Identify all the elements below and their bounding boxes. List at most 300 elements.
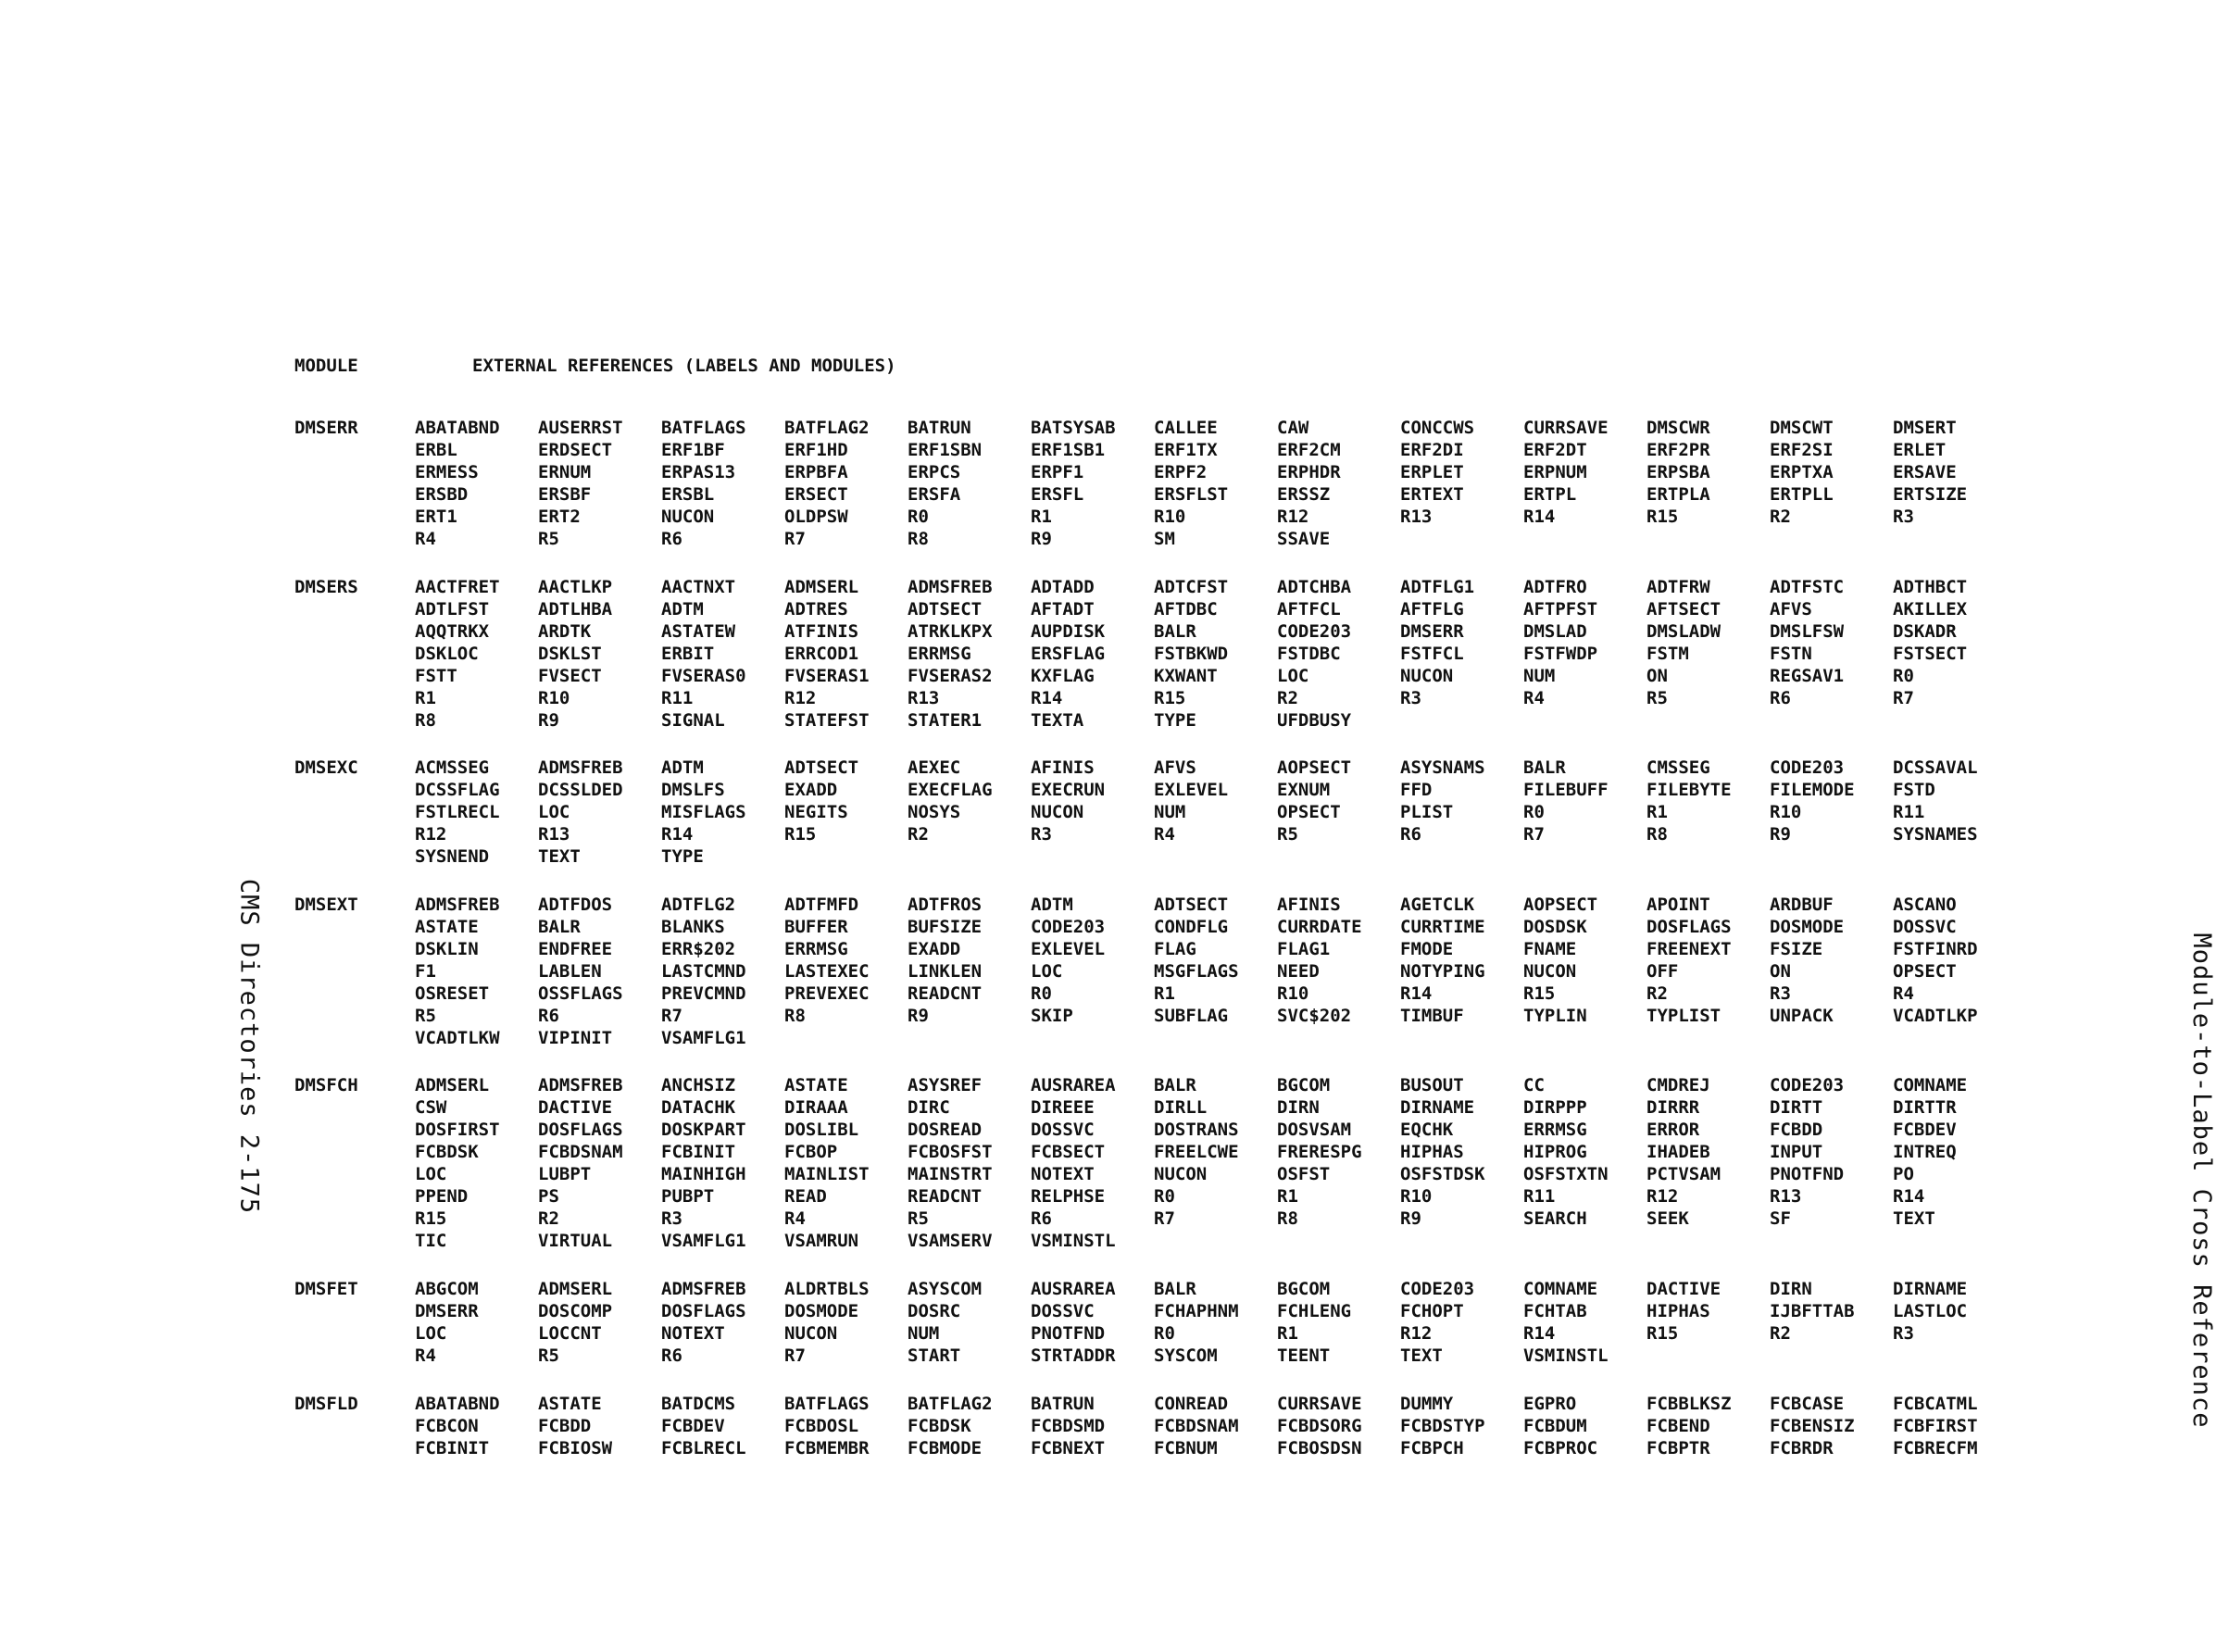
reference-label: DOSVSAM	[1277, 1120, 1352, 1141]
reference-label: FCBRECFM	[1893, 1437, 1978, 1458]
reference-label: FSTT	[415, 665, 457, 686]
reference-label: FCBDD	[1770, 1120, 1823, 1141]
reference-label: EXADD	[908, 938, 961, 959]
reference-label: OLDPSW	[784, 507, 848, 527]
reference-label: OSFST	[1277, 1164, 1331, 1185]
reference-label: ERROR	[1646, 1120, 1700, 1141]
reference-label: ADMSERL	[415, 1075, 490, 1096]
reference-label: BGCOM	[1277, 1278, 1331, 1299]
reference-label: ERTPLA	[1646, 484, 1710, 505]
reference-label: R15	[415, 1208, 447, 1230]
reference-label: UNPACK	[1770, 1005, 1834, 1026]
reference-label: R1	[1277, 1322, 1298, 1344]
reference-label: PPEND	[415, 1186, 469, 1208]
module-entry	[0, 1393, 2138, 1485]
reference-label: DIRTTR	[1893, 1097, 1957, 1119]
reference-label: TYPLIST	[1646, 1005, 1721, 1026]
reference-label: BATDCMS	[661, 1393, 736, 1414]
reference-label: CODE203	[1770, 1075, 1845, 1096]
reference-label: R9	[1770, 824, 1791, 845]
reference-label: ATRKLKPX	[908, 620, 993, 642]
reference-label: ERRMSG	[1523, 1120, 1587, 1141]
reference-label: ERLET	[1893, 440, 1947, 460]
reference-row	[415, 1096, 2016, 1119]
reference-label: ABGCOM	[415, 1278, 479, 1299]
reference-label: DACTIVE	[1646, 1278, 1721, 1299]
reference-label: R1	[1277, 1186, 1298, 1208]
reference-label: MISFLAGS	[661, 802, 746, 823]
reference-list	[415, 1074, 2016, 1252]
reference-label: FVSERAS1	[784, 665, 870, 686]
reference-row	[415, 1119, 2016, 1141]
reference-label: PREVCMND	[661, 982, 746, 1004]
reference-row	[415, 801, 2016, 823]
reference-label: ERPTXA	[1770, 462, 1834, 482]
reference-label: BATRUN	[1031, 1393, 1095, 1414]
column-header	[0, 352, 2138, 380]
reference-label: ERSFLST	[1154, 484, 1229, 505]
reference-label: LASTLOC	[1893, 1300, 1968, 1321]
reference-label: AUSRAREA	[1031, 1075, 1116, 1096]
reference-label: NOTEXT	[1031, 1164, 1095, 1185]
reference-row	[415, 483, 2016, 506]
reference-label: DIRNAME	[1893, 1278, 1968, 1299]
reference-label: LOC	[415, 1322, 447, 1344]
reference-label: R6	[1400, 824, 1421, 845]
reference-list	[415, 1393, 2016, 1459]
reference-label: AOPSECT	[1277, 757, 1352, 779]
reference-label: INTREQ	[1893, 1142, 1957, 1163]
reference-label: FCBINIT	[415, 1437, 490, 1458]
reference-label: DOSREAD	[908, 1120, 983, 1141]
reference-label: CONREAD	[1154, 1393, 1229, 1414]
reference-label: R7	[661, 1005, 682, 1026]
reference-label: AFTFCL	[1277, 598, 1341, 620]
reference-label: ERPNUM	[1523, 462, 1587, 482]
module-name: DMSERR	[294, 418, 358, 438]
reference-label: ADTLFST	[415, 598, 490, 620]
reference-label: DCSSAVAL	[1893, 757, 1978, 779]
reference-label: EXECFLAG	[908, 780, 993, 801]
reference-label: EXNUM	[1277, 780, 1331, 801]
reference-label: CMDREJ	[1646, 1075, 1710, 1096]
reference-label: DMSLFS	[661, 780, 725, 801]
reference-label: ERRMSG	[784, 938, 848, 959]
reference-label: R8	[415, 709, 436, 731]
reference-label: MAINLIST	[784, 1164, 870, 1185]
reference-label: ERBL	[415, 440, 457, 460]
reference-label: FREELCWE	[1154, 1142, 1239, 1163]
reference-label: FCBDSNAM	[538, 1142, 623, 1163]
reference-label: NUM	[908, 1322, 940, 1344]
reference-label: ACMSSEG	[415, 757, 490, 779]
reference-label: ERPSBA	[1646, 462, 1710, 482]
reference-row	[415, 1074, 2016, 1096]
reference-label: FCBDEV	[661, 1415, 725, 1436]
reference-label: BATFLAG2	[784, 418, 870, 438]
reference-label: FCBLRECL	[661, 1437, 746, 1458]
reference-label: CC	[1523, 1075, 1545, 1096]
reference-label: TIC	[415, 1231, 447, 1252]
reference-label: ADTM	[661, 757, 704, 779]
reference-label: DMSERR	[415, 1300, 479, 1321]
reference-label: FCBSECT	[1031, 1142, 1106, 1163]
reference-label: FCBRDR	[1770, 1437, 1834, 1458]
reference-label: AACTFRET	[415, 576, 500, 597]
reference-label: BALR	[1154, 1278, 1196, 1299]
reference-label: ERSECT	[784, 484, 848, 505]
reference-label: FLAG	[1154, 938, 1196, 959]
reference-label: DIREEE	[1031, 1097, 1095, 1119]
reference-label: ADTFDOS	[538, 894, 613, 915]
reference-label: CODE203	[1277, 620, 1352, 642]
reference-label: AUSRAREA	[1031, 1278, 1116, 1299]
reference-label: R6	[661, 1345, 682, 1366]
reference-label: STATEFST	[784, 709, 870, 731]
reference-label: R14	[1893, 1186, 1925, 1208]
reference-label: START	[908, 1345, 961, 1366]
reference-label: R8	[784, 1005, 806, 1026]
reference-row	[415, 506, 2016, 528]
reference-label: LOC	[1277, 665, 1309, 686]
reference-label: CURRTIME	[1400, 916, 1485, 937]
reference-row	[415, 1230, 2016, 1252]
reference-label: EXLEVEL	[1154, 780, 1229, 801]
reference-label: VSMINSTL	[1031, 1231, 1116, 1252]
reference-label: R4	[1154, 824, 1175, 845]
reference-label: PNOTFND	[1031, 1322, 1106, 1344]
reference-label: FCBDUM	[1523, 1415, 1587, 1436]
reference-label: DSKLOC	[415, 643, 479, 664]
reference-label: ERSAVE	[1893, 462, 1957, 482]
reference-label: DCSSFLAG	[415, 780, 500, 801]
reference-label: R6	[1770, 687, 1791, 708]
reference-label: ASTATEW	[661, 620, 736, 642]
reference-row	[415, 528, 2016, 550]
reference-label: ERPF2	[1154, 462, 1208, 482]
reference-label: VIPINIT	[538, 1027, 613, 1048]
reference-label: OFF	[1646, 960, 1679, 982]
reference-label: FCBMEMBR	[784, 1437, 870, 1458]
reference-label: DOSKPART	[661, 1120, 746, 1141]
reference-label: R5	[415, 1005, 436, 1026]
reference-label: DSKADR	[1893, 620, 1957, 642]
reference-label: FILEBYTE	[1646, 780, 1732, 801]
reference-label: FMODE	[1400, 938, 1454, 959]
reference-label: ERPLET	[1400, 462, 1464, 482]
reference-label: AUSERRST	[538, 418, 623, 438]
reference-label: R15	[784, 824, 817, 845]
reference-row	[415, 687, 2016, 709]
reference-label: HIPHAS	[1646, 1300, 1710, 1321]
reference-row	[415, 960, 2016, 982]
reference-label: CALLEE	[1154, 418, 1218, 438]
reference-label: FCBNEXT	[1031, 1437, 1106, 1458]
reference-label: ERF1SB1	[1031, 440, 1106, 460]
reference-label: DOSFLAGS	[538, 1120, 623, 1141]
reference-label: ADMSERL	[784, 576, 859, 597]
reference-label: ADMSFREB	[415, 894, 500, 915]
reference-label: AOPSECT	[1523, 894, 1598, 915]
reference-label: VSAMSERV	[908, 1231, 993, 1252]
reference-label: MSGFLAGS	[1154, 960, 1239, 982]
reference-label: DATACHK	[661, 1097, 736, 1119]
reference-row	[415, 576, 2016, 598]
reference-label: NOTYPING	[1400, 960, 1485, 982]
reference-label: TYPE	[1154, 709, 1196, 731]
reference-label: ERPCS	[908, 462, 961, 482]
reference-label: OPSECT	[1277, 802, 1341, 823]
reference-label: VCADTLKW	[415, 1027, 500, 1048]
reference-label: DOSFLAGS	[661, 1300, 746, 1321]
reference-label: FCHOPT	[1400, 1300, 1464, 1321]
reference-label: R15	[1154, 687, 1186, 708]
reference-label: LASTEXEC	[784, 960, 870, 982]
reference-label: R13	[1770, 1186, 1802, 1208]
reference-label: DOSDSK	[1523, 916, 1587, 937]
reference-label: MAINHIGH	[661, 1164, 746, 1185]
reference-label: ASCANO	[1893, 894, 1957, 915]
reference-label: VCADTLKP	[1893, 1005, 1978, 1026]
module-entry	[0, 1074, 2138, 1278]
reference-label: NUCON	[661, 507, 715, 527]
reference-label: FCBDD	[538, 1415, 592, 1436]
reference-label: R3	[1893, 507, 1914, 527]
reference-label: COMNAME	[1893, 1075, 1968, 1096]
reference-label: FCBFIRST	[1893, 1415, 1978, 1436]
reference-row	[415, 1393, 2016, 1415]
reference-label: DMSCWR	[1646, 418, 1710, 438]
reference-label: R2	[538, 1208, 559, 1230]
reference-label: DSKLST	[538, 643, 602, 664]
reference-label: DIRAAA	[784, 1097, 848, 1119]
reference-label: ERF2DI	[1400, 440, 1464, 460]
module-name: DMSEXC	[294, 757, 358, 779]
reference-row	[415, 709, 2016, 732]
reference-label: CODE203	[1400, 1278, 1475, 1299]
reference-label: AQQTRKX	[415, 620, 490, 642]
reference-label: R8	[1646, 824, 1668, 845]
reference-label: ADTFLG1	[1400, 576, 1475, 597]
reference-label: R15	[1646, 507, 1679, 527]
reference-label: ERF1SBN	[908, 440, 983, 460]
reference-label: FCBPCH	[1400, 1437, 1464, 1458]
reference-label: TEXT	[538, 846, 581, 868]
reference-label: R7	[784, 529, 806, 549]
reference-label: DMSERT	[1893, 418, 1957, 438]
reference-label: R14	[1400, 982, 1433, 1004]
reference-label: DMSLAD	[1523, 620, 1587, 642]
reference-row	[415, 620, 2016, 643]
reference-label: ON	[1646, 665, 1668, 686]
reference-label: FCBBLKSZ	[1646, 1393, 1732, 1414]
reference-label: R9	[538, 709, 559, 731]
reference-label: SSAVE	[1277, 529, 1331, 549]
reference-label: R3	[1400, 687, 1421, 708]
reference-label: ERTPL	[1523, 484, 1577, 505]
module-entry	[0, 1278, 2138, 1393]
reference-row	[415, 823, 2016, 845]
reference-label: VSAMFLG1	[661, 1231, 746, 1252]
reference-label: R7	[1154, 1208, 1175, 1230]
reference-label: R3	[661, 1208, 682, 1230]
reference-label: FVSERAS2	[908, 665, 993, 686]
reference-label: R10	[1400, 1186, 1433, 1208]
reference-label: SF	[1770, 1208, 1791, 1230]
reference-row	[415, 1345, 2016, 1367]
reference-row	[415, 1300, 2016, 1322]
reference-label: R6	[661, 529, 682, 549]
reference-label: ADTFRW	[1646, 576, 1710, 597]
reference-label: AFINIS	[1277, 894, 1341, 915]
external-references-column-label: EXTERNAL REFERENCES (LABELS AND MODULES)	[472, 356, 896, 376]
reference-label: HIPHAS	[1400, 1142, 1464, 1163]
reference-label: R12	[1277, 507, 1309, 527]
module-entry	[0, 757, 2138, 894]
reference-label: SUBFLAG	[1154, 1005, 1229, 1026]
reference-label: ADTSECT	[1154, 894, 1229, 915]
reference-row	[415, 1141, 2016, 1163]
reference-label: DMSLADW	[1646, 620, 1721, 642]
reference-label: AFVS	[1154, 757, 1196, 779]
reference-label: AFINIS	[1031, 757, 1095, 779]
reference-label: FSTFWDP	[1523, 643, 1598, 664]
reference-label: DOSFLAGS	[1646, 916, 1732, 937]
reference-label: ASTATE	[784, 1075, 848, 1096]
module-name: DMSERS	[294, 576, 358, 597]
reference-label: AEXEC	[908, 757, 961, 779]
reference-label: FSTSECT	[1893, 643, 1968, 664]
reference-label: R1	[1154, 982, 1175, 1004]
reference-label: SKIP	[1031, 1005, 1073, 1026]
reference-label: LINKLEN	[908, 960, 983, 982]
reference-list	[415, 757, 2016, 868]
reference-label: R0	[1031, 982, 1052, 1004]
reference-label: READCNT	[908, 1186, 983, 1208]
reference-label: FSTM	[1646, 643, 1689, 664]
reference-label: LABLEN	[538, 960, 602, 982]
reference-label: DOSMODE	[1770, 916, 1845, 937]
reference-label: ERT1	[415, 507, 457, 527]
reference-label: BATFLAGS	[661, 418, 746, 438]
reference-label: ERSBL	[661, 484, 715, 505]
reference-label: ERF1HD	[784, 440, 848, 460]
reference-label: R0	[1154, 1322, 1175, 1344]
reference-label: R2	[908, 824, 929, 845]
reference-label: STRTADDR	[1031, 1345, 1116, 1366]
reference-label: BGCOM	[1277, 1075, 1331, 1096]
reference-row	[415, 779, 2016, 801]
reference-label: OSSFLAGS	[538, 982, 623, 1004]
reference-label: DOSCOMP	[538, 1300, 613, 1321]
reference-row	[415, 643, 2016, 665]
reference-label: PNOTFND	[1770, 1164, 1845, 1185]
reference-label: R13	[538, 824, 570, 845]
reference-label: ADTFMFD	[784, 894, 859, 915]
reference-label: LOC	[538, 802, 570, 823]
reference-label: BALR	[538, 916, 581, 937]
reference-label: DIRC	[908, 1097, 950, 1119]
reference-label: CONDFLG	[1154, 916, 1229, 937]
reference-label: LASTCMND	[661, 960, 746, 982]
reference-label: ABATABND	[415, 418, 500, 438]
reference-label: ASYSREF	[908, 1075, 983, 1096]
reference-label: ERF1TX	[1154, 440, 1218, 460]
reference-label: DOSSVC	[1031, 1300, 1095, 1321]
reference-label: DIRN	[1770, 1278, 1812, 1299]
reference-label: ADMSERL	[538, 1278, 613, 1299]
reference-label: R2	[1646, 982, 1668, 1004]
reference-row	[415, 1163, 2016, 1185]
reference-label: TEENT	[1277, 1345, 1331, 1366]
reference-label: SEARCH	[1523, 1208, 1587, 1230]
reference-label: R12	[784, 687, 817, 708]
reference-label: R6	[1031, 1208, 1052, 1230]
reference-label: FSTBKWD	[1154, 643, 1229, 664]
reference-label: FCBPROC	[1523, 1437, 1598, 1458]
reference-label: ALDRTBLS	[784, 1278, 870, 1299]
reference-label: FSTFINRD	[1893, 938, 1978, 959]
reference-label: ANCHSIZ	[661, 1075, 736, 1096]
reference-label: R6	[538, 1005, 559, 1026]
module-entry	[0, 417, 2138, 576]
module-name: DMSEXT	[294, 894, 358, 915]
reference-label: ADTFSTC	[1770, 576, 1845, 597]
reference-label: DIRTT	[1770, 1097, 1823, 1119]
reference-label: READCNT	[908, 982, 983, 1004]
reference-label: TEXT	[1893, 1208, 1935, 1230]
reference-label: ERF2CM	[1277, 440, 1341, 460]
reference-row	[415, 439, 2016, 461]
reference-label: FCBIOSW	[538, 1437, 613, 1458]
reference-label: PLIST	[1400, 802, 1454, 823]
reference-label: CONCCWS	[1400, 418, 1475, 438]
reference-label: FCBDSK	[415, 1142, 479, 1163]
reference-label: R10	[1154, 507, 1186, 527]
reference-label: FILEBUFF	[1523, 780, 1609, 801]
reference-label: FFD	[1400, 780, 1433, 801]
reference-label: BALR	[1154, 620, 1196, 642]
reference-label: FILEMODE	[1770, 780, 1855, 801]
reference-label: ADTCHBA	[1277, 576, 1352, 597]
reference-label: RELPHSE	[1031, 1186, 1106, 1208]
reference-label: ADTLHBA	[538, 598, 613, 620]
reference-label: R0	[1154, 1186, 1175, 1208]
reference-label: ERPAS13	[661, 462, 736, 482]
reference-label: R2	[1770, 1322, 1791, 1344]
reference-label: SM	[1154, 529, 1175, 549]
reference-label: ADTHBCT	[1893, 576, 1968, 597]
reference-label: R14	[1523, 1322, 1556, 1344]
reference-label: FCHTAB	[1523, 1300, 1587, 1321]
reference-row	[415, 461, 2016, 483]
reference-label: ERF2DT	[1523, 440, 1587, 460]
reference-label: R4	[415, 529, 436, 549]
reference-label: DMSCWT	[1770, 418, 1834, 438]
reference-label: ERTPLL	[1770, 484, 1834, 505]
reference-row	[415, 598, 2016, 620]
reference-label: FCBDEV	[1893, 1120, 1957, 1141]
reference-label: ADTADD	[1031, 576, 1095, 597]
reference-label: FCBDSTYP	[1400, 1415, 1485, 1436]
reference-list	[415, 576, 2016, 732]
reference-label: EXECRUN	[1031, 780, 1106, 801]
reference-label: NUCON	[784, 1322, 838, 1344]
reference-label: FCBCASE	[1770, 1393, 1845, 1414]
reference-label: BALR	[1154, 1075, 1196, 1096]
reference-label: R7	[1893, 687, 1914, 708]
reference-label: R14	[1031, 687, 1063, 708]
